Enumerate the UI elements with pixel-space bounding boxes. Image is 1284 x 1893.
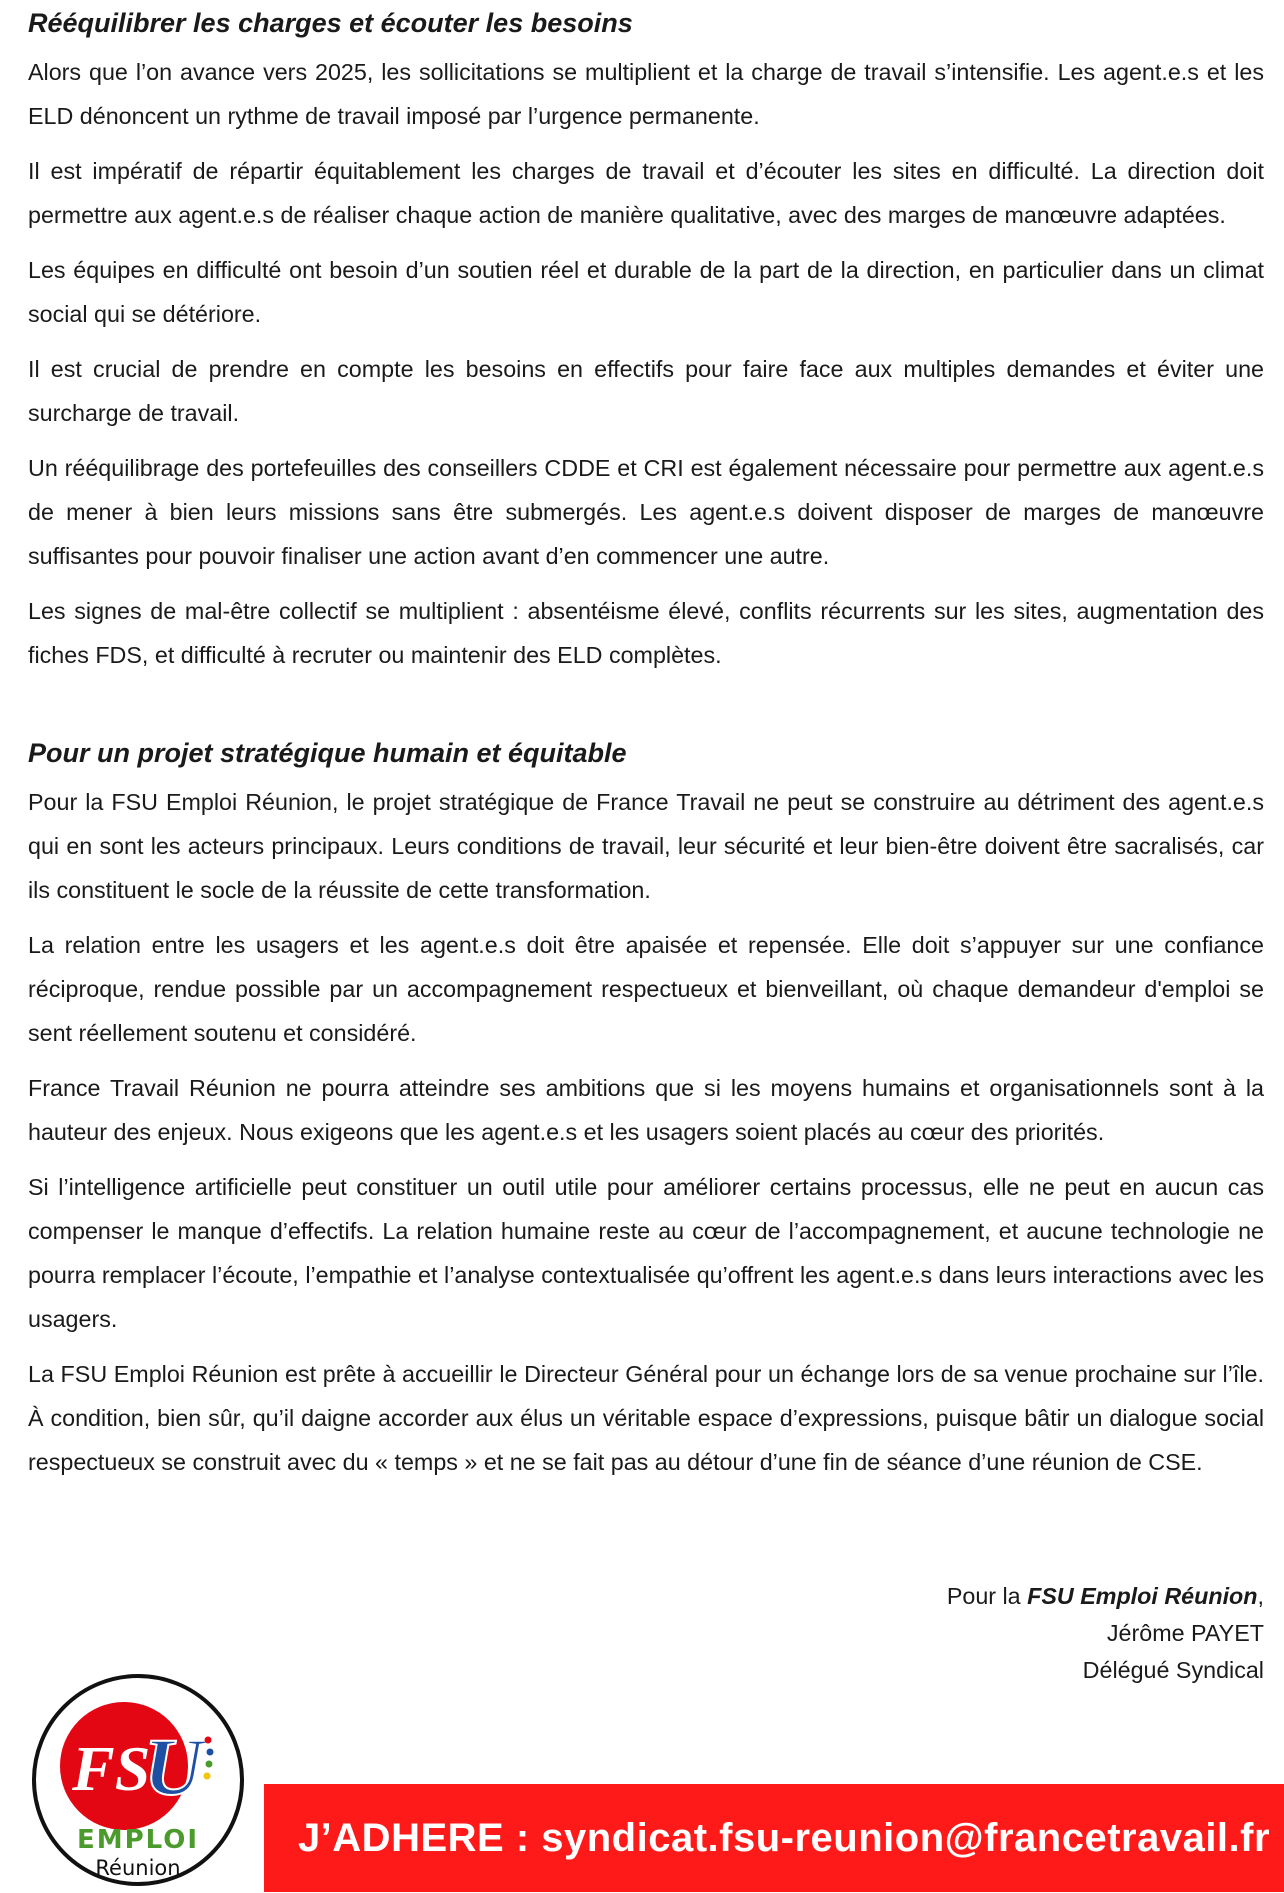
- logo-letters-fs: FS: [72, 1733, 151, 1804]
- signature-org-line: [947, 1578, 1264, 1615]
- paragraph: Alors que l’on avance vers 2025, les sollicitations se multiplient et la charge de travail s’intensifie. Les agent.e.s et les ELD dénoncent un rythme de travail imposé par l’urgence permanente.: [28, 59, 1264, 129]
- paragraph: Les équipes en difficulté ont besoin d’un soutien réel et durable de la part de la direction, en particulier dans un climat social qui se détériore.: [28, 257, 1264, 327]
- section-title: Pour un projet stratégique humain et équitable: [28, 738, 627, 768]
- paragraph: La relation entre les usagers et les agent.e.s doit être apaisée et repensée. Elle doit s’appuyer sur une confiance réciproque, rendue possible par un accompagnement respectueux et bienveillant, où chaque demandeur d'emploi se sent réellement soutenu et considéré.: [28, 932, 1264, 1046]
- paragraph: Les signes de mal-être collectif se multiplient : absentéisme élevé, conflits récurrents sur les sites, augmentation des fiches FDS, et difficulté à recruter ou maintenir des ELD complètes.: [28, 598, 1264, 668]
- signature-prefix: Pour la: [946, 1583, 1028, 1609]
- section-strategic-project: [28, 730, 1264, 1495]
- signature-name: Jérôme PAYET: [1106, 1620, 1264, 1646]
- fsu-emploi-logo: [12, 1668, 264, 1888]
- signature-suffix: ,: [1257, 1583, 1264, 1609]
- paragraph: La FSU Emploi Réunion est prête à accueillir le Directeur Général pour un échange lors de sa venue prochaine sur l’île. À condition, bien sûr, qu’il daigne accorder aux élus un véritable espace d’expressions, puisque bâtir un dialogue social respectueux se construit avec du « temps » et ne se fait pas au détour d’une fin de séance d’une réunion de CSE.: [28, 1361, 1264, 1475]
- signature-block: [947, 1578, 1264, 1689]
- logo-emploi-text: EMPLOI: [76, 1825, 200, 1855]
- paragraph: Pour la FSU Emploi Réunion, le projet stratégique de France Travail ne peut se construire au détriment des agent.e.s qui en sont les acteurs principaux. Leurs conditions de travail, leur sécurité et leur bien-être doivent être sacralisés, car ils constituent le socle de la réussite de cette transformation.: [28, 789, 1264, 903]
- signature-organization: FSU Emploi Réunion: [1027, 1583, 1258, 1609]
- paragraph: Un rééquilibrage des portefeuilles des conseillers CDDE et CRI est également nécessaire pour permettre aux agent.e.s de mener à bien leurs missions sans être submergés. Les agent.e.s doivent disposer de marges de manœuvre suffisantes pour pouvoir finaliser une action avant d’en commencer une autre.: [28, 455, 1264, 569]
- logo-reunion-text: Réunion: [95, 1856, 181, 1880]
- logo-letter-u: U: [144, 1721, 204, 1812]
- paragraph: France Travail Réunion ne pourra atteindre ses ambitions que si les moyens humains et organisationnels sont à la hauteur des enjeux. Nous exigeons que les agent.e.s et les usagers soient placés au cœur des priorités.: [28, 1075, 1264, 1145]
- membership-banner-text: J’ADHERE : syndicat.fsu-reunion@francetravail.fr: [297, 1815, 1271, 1860]
- section-title: Rééquilibrer les charges et écouter les besoins: [28, 8, 633, 38]
- paragraph: Si l’intelligence artificielle peut constituer un outil utile pour améliorer certains processus, elle ne peut en aucun cas compenser le manque d’effectifs. La relation humaine reste au cœur de l’accompagnement, et aucune technologie ne pourra remplacer l’écoute, l’empathie et l’analyse contextualisée qu’offrent les agent.e.s dans leurs interactions avec les usagers.: [28, 1174, 1264, 1332]
- section-rebalance: [28, 0, 1264, 688]
- membership-banner: [264, 1784, 1284, 1892]
- signature-role: Délégué Syndical: [1082, 1657, 1264, 1683]
- paragraph: Il est impératif de répartir équitablement les charges de travail et d’écouter les sites en difficulté. La direction doit permettre aux agent.e.s de réaliser chaque action de manière qualitative, avec des marges de manœuvre adaptées.: [28, 158, 1264, 228]
- paragraph: Il est crucial de prendre en compte les besoins en effectifs pour faire face aux multiples demandes et éviter une surcharge de travail.: [28, 356, 1264, 426]
